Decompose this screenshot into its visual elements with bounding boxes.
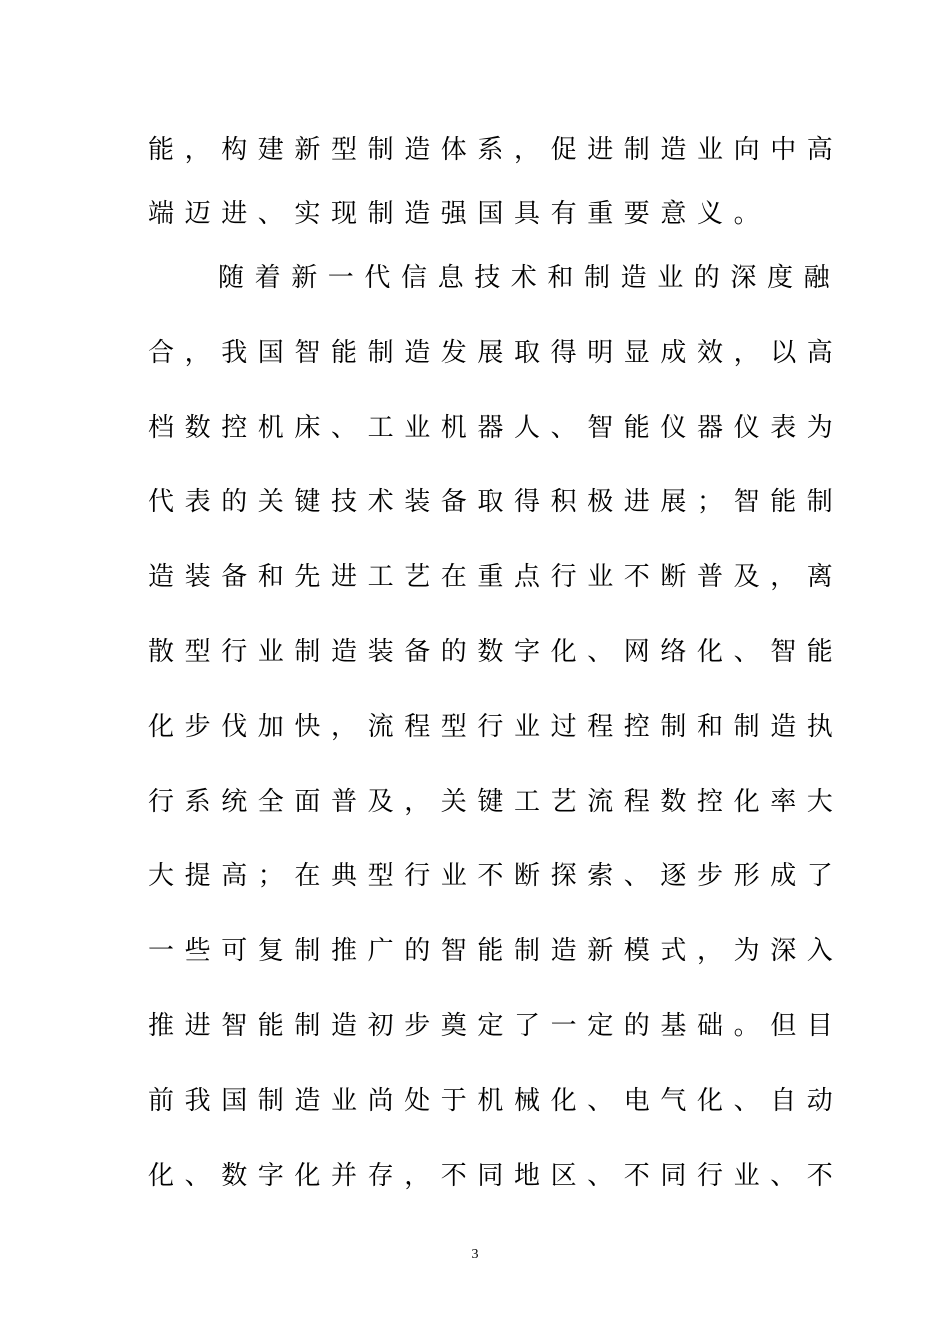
text-line: 代表的关键技术装备取得积极进展；智能制 — [148, 487, 844, 518]
text-line: 推进智能制造初步奠定了一定的基础。但目 — [148, 1010, 844, 1041]
text-line: 合，我国智能制造发展取得明显成效，以高 — [148, 337, 844, 368]
text-line: 随着新一代信息技术和制造业的深度融 — [218, 263, 841, 293]
text-line: 造装备和先进工艺在重点行业不断普及，离 — [148, 562, 844, 593]
text-line: 行系统全面普及，关键工艺流程数控化率大 — [148, 786, 844, 817]
text-line: 能，构建新型制造体系，促进制造业向中高 — [148, 135, 844, 165]
text-line: 化、数字化并存，不同地区、不同行业、不 — [148, 1160, 844, 1191]
text-line: 大提高；在典型行业不断探索、逐步形成了 — [148, 861, 844, 892]
text-line: 一些可复制推广的智能制造新模式，为深入 — [148, 936, 844, 967]
text-line: 档数控机床、工业机器人、智能仪器仪表为 — [148, 412, 844, 443]
paragraph — [148, 255, 844, 1227]
text-line: 化步伐加快，流程型行业过程控制和制造执 — [148, 711, 844, 742]
text-line: 端迈进、实现制造强国具有重要意义。 — [148, 199, 771, 229]
page-number: 3 — [471, 1247, 479, 1262]
text-line: 散型行业制造装备的数字化、网络化、智能 — [148, 636, 844, 667]
document-body — [148, 127, 844, 1227]
text-line: 前我国制造业尚处于机械化、电气化、自动 — [148, 1085, 844, 1116]
continued-paragraph — [148, 127, 844, 255]
